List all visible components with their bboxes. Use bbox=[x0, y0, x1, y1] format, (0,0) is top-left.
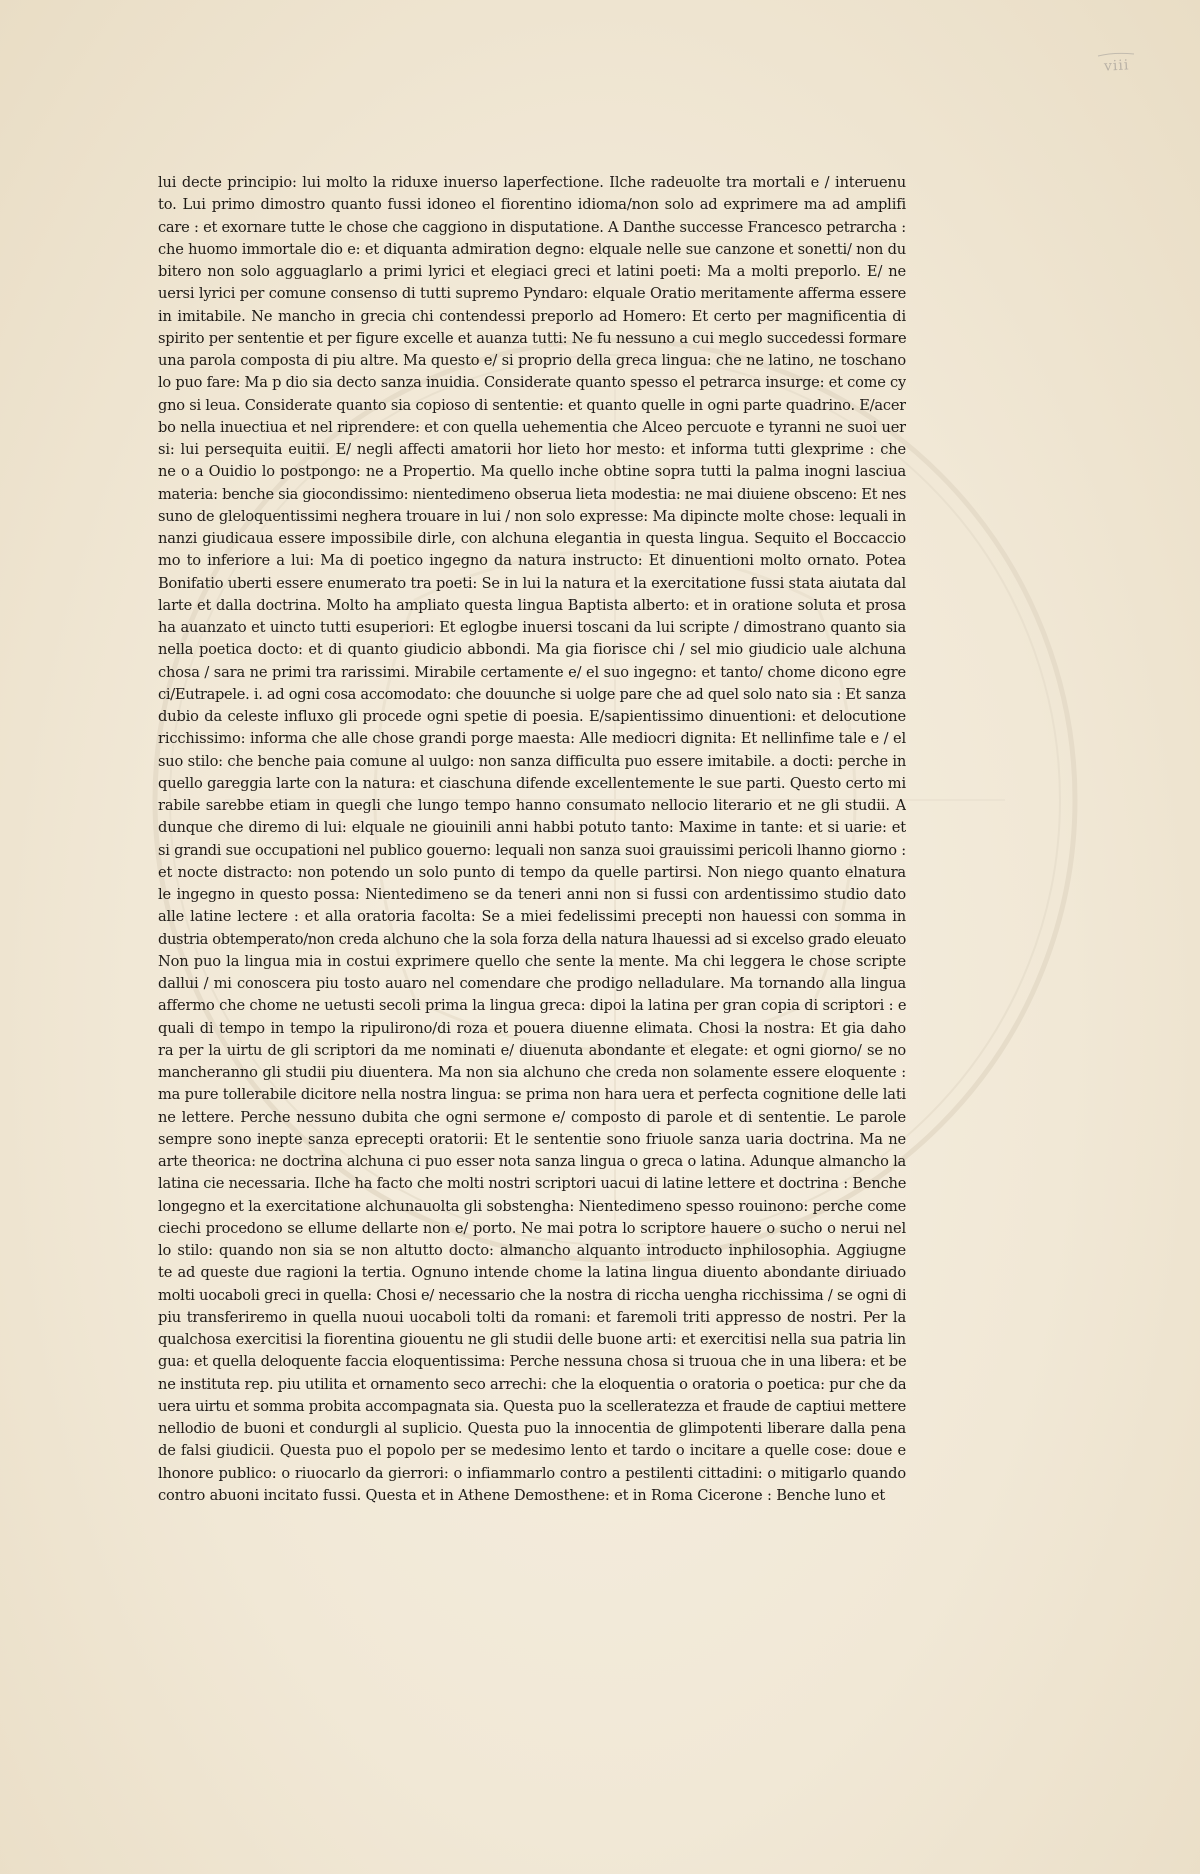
text-line: nella poetica docto: et di quanto giudicio abbondi. Ma gia fiorisce chi / sel mio giudicio uale alchuna bbox=[158, 641, 906, 659]
text-line: lo stilo: quando non sia se non altutto docto: almancho alquanto introducto inphilosophia. Aggiugne bbox=[158, 1242, 906, 1259]
text-line: nellodio de buoni et condurgli al suplicio. Questa puo la innocentia de glimpotenti liberare dalla pena bbox=[158, 1420, 906, 1437]
text-line: mancheranno gli studii piu diuentera. Ma non sia alchuno che creda non solamente essere eloquente : bbox=[158, 1064, 906, 1081]
text-line: ne lettere. Perche nessuno dubita che ogni sermone e/ composto di parole et di sententie. Le parole bbox=[158, 1108, 906, 1126]
text-line: ma pure tollerabile dicitore nella nostra lingua: se prima non hara uera et perfecta cognitione delle lati bbox=[158, 1086, 906, 1104]
text-line: piu transferiremo in quella nuoui uocaboli tolti da romani: et faremoli triti appresso de nostri. Per la bbox=[158, 1308, 906, 1326]
text-line: dallui / mi conoscera piu tosto auaro nel comendare che prodigo nelladulare. Ma tornando alla lingua bbox=[158, 975, 906, 992]
text-line: ne instituta rep. piu utilita et ornamento seco arrechi: che la eloquentia o oratoria o poetica: pur che da bbox=[158, 1375, 906, 1393]
text-line: ciechi procedono se ellume dellarte non e/ porto. Ne mai potra lo scriptore hauere o sucho o nerui nel bbox=[158, 1219, 906, 1237]
text-line: to. Lui primo dimostro quanto fussi idoneo el fiorentino idioma/non solo ad exprimere ma ad amplifi bbox=[158, 196, 906, 214]
text-line: materia: benche sia giocondissimo: nientedimeno obserua lieta modestia: ne mai diuiene obsceno: Et nes bbox=[158, 485, 906, 503]
text-line: nanzi giudicaua essere impossibile dirle, con alchuna elegantia in questa lingua. Sequito el Boccaccio bbox=[158, 530, 906, 547]
text-line: quello gareggia larte con la natura: et ciaschuna difende excellentemente le sue parti. Questo certo mi bbox=[158, 774, 906, 792]
text-line: uera uirtu et somma probita accompagnata sia. Questa puo la scelleratezza et fraude de captiui mettere bbox=[158, 1397, 906, 1415]
text-line: uersi lyrici per comune consenso di tutti supremo Pyndaro: elquale Oratio meritamente afferma essere bbox=[158, 285, 906, 303]
body-text bbox=[158, 172, 906, 1507]
text-line: le ingegno in questo possa: Nientedimeno se da teneri anni non si fussi con ardentissimo studio dato bbox=[158, 886, 906, 903]
text-line: lhonore publico: o riuocarlo da gierrori: o infiammarlo contro a pestilenti cittadini: o mitigarlo quando bbox=[158, 1464, 906, 1482]
text-line: mo to inferiore a lui: Ma di poetico ingegno da natura instructo: Et dinuentioni molto ornato. Potea bbox=[158, 552, 906, 570]
text-line: si grandi sue occupationi nel publico gouerno: lequali non sanza suoi grauissimi pericoli lhanno giorno : bbox=[158, 841, 906, 859]
text-line: che huomo immortale dio e: et diquanta admiration degno: elquale nelle sue canzone et sonetti/ non du bbox=[158, 240, 906, 258]
text-line: affermo che chome ne uetusti secoli prima la lingua greca: dipoi la latina per gran copia di scriptori : e bbox=[158, 997, 906, 1015]
text-line: lui decte principio: lui molto la riduxe inuerso laperfectione. Ilche radeuolte tra mortali e / interuenu bbox=[158, 174, 906, 191]
text-line: suno de gleloquentissimi neghera trouare in lui / non solo expresse: Ma dipincte molte chose: lequali in bbox=[158, 507, 906, 525]
text-line: larte et dalla doctrina. Molto ha ampliato questa lingua Baptista alberto: et in oratione soluta et prosa bbox=[158, 596, 906, 614]
text-line: suo stilo: che benche paia comune al uulgo: non sanza difficulta puo essere imitabile. a docti: perche in bbox=[158, 752, 906, 770]
text-line: bitero non solo agguaglarlo a primi lyrici et elegiaci greci et latini poeti: Ma a molti preporlo. E/ ne bbox=[158, 263, 906, 280]
text-line: arte theorica: ne doctrina alchuna ci puo esser nota sanza lingua o greca o latina. Adunque almancho la bbox=[158, 1153, 906, 1170]
text-line: si: lui persequita euitii. E/ negli affecti amatorii hor lieto hor mesto: et informa tutti glexprime : che bbox=[158, 441, 906, 458]
text-line: ha auanzato et uincto tutti esuperiori: Et eglogbe inuersi toscani da lui scripte / dimostrano quanto sia bbox=[158, 619, 906, 636]
text-line: ci/Eutrapele. i. ad ogni cosa accomodato: che douunche si uolge pare che ad quel solo nato sia : Et sanza bbox=[158, 685, 906, 703]
text-line: de falsi giudicii. Questa puo el popolo per se medesimo lento et tardo o incitare a quelle cose: doue e bbox=[158, 1442, 906, 1460]
text-line: dustria obtemperato/non creda alchuno che la sola forza della natura lhauessi ad si excelso grado eleuato bbox=[158, 930, 906, 948]
text-line: te ad queste due ragioni la tertia. Ognuno intende chome la latina lingua diuento abondante diriuado bbox=[158, 1264, 906, 1282]
text-line: quali di tempo in tempo la ripulirono/di roza et pouera diuenne elimata. Chosi la nostra: Et gia daho bbox=[158, 1019, 906, 1037]
text-line: contro abuoni incitato fussi. Questa et in Athene Demosthene: et in Roma Cicerone : Benche luno et bbox=[158, 1486, 886, 1504]
text-line: bo nella inuectiua et nel riprendere: et con quella uehementia che Alceo percuote e tyranni ne suoi uer bbox=[158, 418, 906, 436]
text-line: ra per la uirtu de gli scriptori da me nominati e/ diuenuta abondante et elegate: et ogni giorno/ se no bbox=[158, 1041, 906, 1059]
text-line: alle latine lectere : et alla oratoria facolta: Se a miei fedelissimi precepti non hauessi con somma in bbox=[158, 908, 906, 926]
text-line: sempre sono inepte sanza eprecepti oratorii: Et le sententie sono friuole sanza uaria doctrina. Ma ne bbox=[158, 1130, 906, 1148]
text-line: gno si leua. Considerate quanto sia copioso di sententie: et quanto quelle in ogni parte quadrino. E/acer bbox=[158, 396, 906, 414]
text-line: Bonifatio uberti essere enumerato tra poeti: Se in lui la natura et la exercitatione fussi stata aiutata dal bbox=[158, 574, 906, 592]
text-line: spirito per sententie et per figure excelle et auanza tutti: Ne fu nessuno a cui meglo succedessi formare bbox=[158, 329, 906, 347]
text-line: qualchosa exercitisi la fiorentina giouentu ne gli studii delle buone arti: et exercitisi nella sua patria lin bbox=[158, 1331, 906, 1348]
text-line: lo puo fare: Ma p dio sia decto sanza inuidia. Considerate quanto spesso el petrarca insurge: et come cy bbox=[158, 374, 906, 392]
text-line: una parola composta di piu altre. Ma questo e/ si proprio della greca lingua: che ne latino, ne toschano bbox=[158, 352, 906, 369]
text-line: gua: et quella deloquente faccia eloquentissima: Perche nessuna chosa si truoua che in una libera: et be bbox=[158, 1353, 906, 1371]
text-line: ne o a Ouidio lo postpongo: ne a Propertio. Ma quello inche obtine sopra tutti la palma inogni lasciua bbox=[158, 463, 906, 481]
text-line: dubio da celeste influxo gli procede ogni spetie di poesia. E/sapientissimo dinuentioni: et delocutione bbox=[158, 708, 906, 725]
folio-number: viii bbox=[1103, 57, 1130, 75]
text-line: rabile sarebbe etiam in quegli che lungo tempo hanno consumato nellocio literario et ne gli studii. A bbox=[158, 797, 906, 814]
text-line: molti uocaboli greci in quella: Chosi e/ necessario che la nostra di riccha uengha ricchissima / se ogni di bbox=[158, 1286, 906, 1304]
text-line: Non puo la lingua mia in costui exprimere quello che sente la mente. Ma chi leggera le chose scripte bbox=[158, 952, 906, 970]
text-line: latina cie necessaria. Ilche ha facto che molti nostri scriptori uacui di latine lettere et doctrina : Benche bbox=[158, 1175, 906, 1193]
text-line: et nocte distracto: non potendo un solo punto di tempo da quelle partirsi. Non niego quanto elnatura bbox=[158, 863, 906, 881]
text-line: chosa / sara ne primi tra rarissimi. Mirabile certamente e/ el suo ingegno: et tanto/ chome dicono egre bbox=[158, 663, 906, 681]
text-line: longegno et la exercitatione alchunauolta gli sobstengha: Nientedimeno spesso rouinono: perche come bbox=[158, 1197, 906, 1215]
text-line: in imitabile. Ne mancho in grecia chi contendessi preporlo ad Homero: Et certo per magnificentia di bbox=[158, 307, 906, 325]
text-line: dunque che diremo di lui: elquale ne giouinili anni habbi potuto tanto: Maxime in tante: et si uarie: et bbox=[158, 819, 906, 837]
text-line: care : et exornare tutte le chose che caggiono in disputatione. A Danthe successe Francesco petrarcha : bbox=[158, 218, 906, 236]
text-line: ricchissimo: informa che alle chose grandi porge maesta: Alle mediocri dignita: Et nellinfime tale e / el bbox=[158, 730, 906, 748]
